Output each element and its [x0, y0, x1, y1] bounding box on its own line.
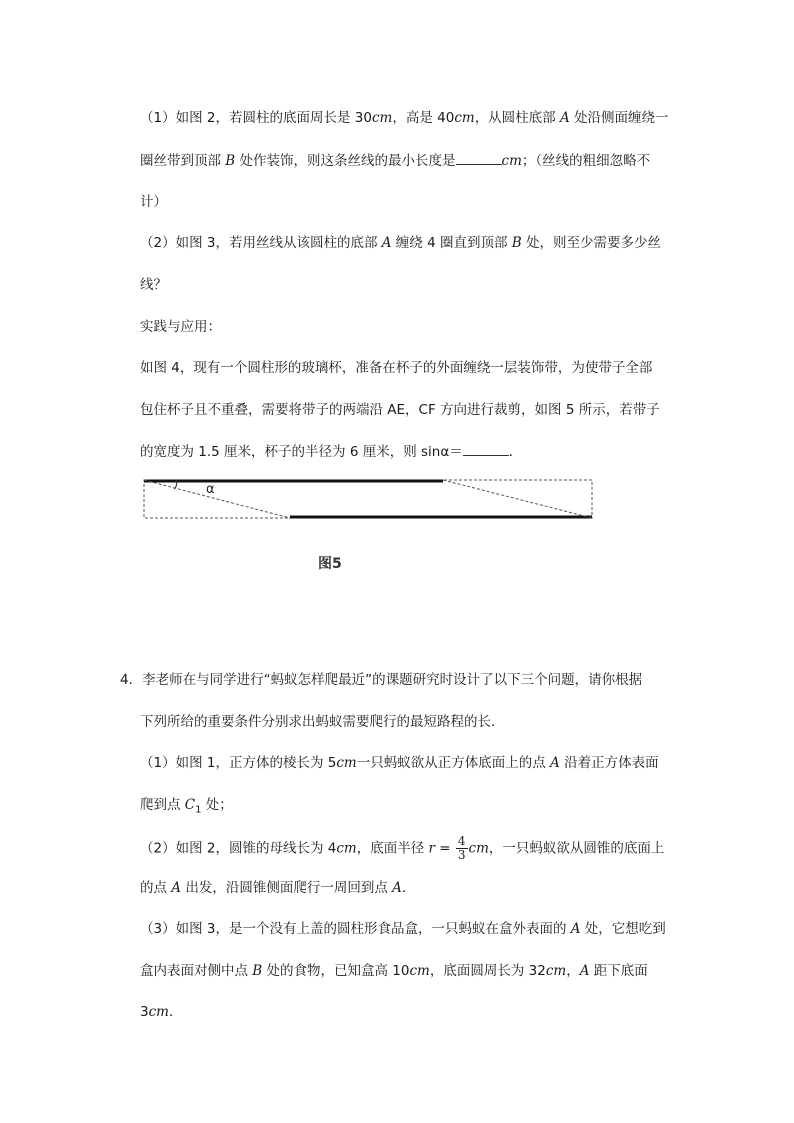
text: ，底面圆周长为 32	[429, 963, 546, 979]
text: （2）如图 2，圆锥的母线长为 4	[140, 840, 337, 857]
q3-part2-line2	[140, 275, 167, 295]
q4-part1-line1	[140, 753, 659, 773]
q3-practice-line2	[140, 400, 660, 420]
text: 出发，沿圆锥侧面爬行一周回到点	[181, 880, 393, 896]
unit: cm	[468, 840, 489, 857]
text: （3）如图 3，是一个没有上盖的圆柱形食品盒，一只蚂蚁在盒外表面的	[140, 921, 571, 937]
text: （1）如图 2，若圆柱的底面周长是 30	[140, 110, 372, 126]
cut-line-right	[443, 480, 592, 518]
text: 计）	[140, 194, 167, 210]
figure-5-caption: 图5	[318, 556, 342, 572]
text: 圈丝带到顶部	[140, 153, 226, 169]
text: ，底面半径	[356, 840, 429, 857]
q4-part3-line1	[140, 919, 666, 939]
unit: cm	[148, 1004, 169, 1020]
unit: cm	[501, 153, 522, 169]
unit: cm	[336, 840, 357, 857]
text: 爬到点	[140, 797, 185, 813]
text: 缠绕 4 圈直到顶部	[391, 235, 512, 251]
text: ．	[508, 444, 523, 460]
text: 包住杯子且不重叠，需要将带子的两端沿 AE，CF 方向进行裁剪，如图 5 所示，若带子	[140, 402, 660, 418]
text: 处，则至少需要多少丝	[521, 235, 661, 251]
q4-part1-line2	[140, 795, 233, 821]
fraction	[456, 835, 468, 862]
variable: A	[579, 963, 590, 979]
q3-part1-line3	[140, 192, 167, 212]
text: 处；	[201, 797, 233, 813]
text: 如图 4，现有一个圆柱形的玻璃杯，准备在杯子的外面缠绕一层装饰带，为使带子全部	[140, 360, 653, 376]
subscript: 1	[195, 804, 202, 816]
text: ；（丝线的粗细忽略不	[521, 153, 651, 169]
figure-5-diagram	[140, 474, 600, 524]
variable: B	[252, 963, 263, 979]
text: 的宽度为 1.5 厘米，杯子的半径为 6 厘米，则 sinα＝	[140, 444, 463, 460]
text: 线？	[140, 277, 167, 293]
q3-part2-line1	[140, 233, 661, 253]
variable: C	[184, 797, 196, 813]
fraction-numerator: 4	[457, 834, 466, 848]
variable: A	[381, 235, 392, 251]
answer-blank	[456, 150, 502, 165]
text: 距下底面	[589, 963, 648, 979]
unit: cm	[454, 110, 475, 126]
q4-part2-line2	[140, 878, 415, 898]
unit: cm	[336, 755, 357, 771]
text: 处的食物，已知盒高 10	[262, 963, 410, 979]
text: =	[435, 840, 455, 857]
q4-part3-line2	[140, 961, 648, 981]
q3-part1-line1	[140, 108, 669, 128]
q4-intro-line1	[120, 670, 642, 690]
text: ，高是 40	[392, 110, 455, 126]
text: 3	[140, 1004, 149, 1020]
text: 下列所给的重要条件分别求出蚂蚁需要爬行的最短路程的长．	[140, 714, 505, 730]
text: 一只蚂蚁欲从正方体底面上的点	[356, 755, 551, 771]
variable: A	[392, 880, 402, 896]
angle-alpha-label: α	[206, 482, 215, 497]
q3-part1-line2	[140, 150, 650, 171]
q4-intro-line2	[140, 712, 505, 732]
text: ．	[401, 880, 416, 896]
text: ，一只蚂蚁欲从圆锥的底面上	[488, 840, 665, 857]
variable: A	[171, 880, 182, 896]
unit: cm	[371, 110, 393, 126]
text: 盒内表面对侧中点	[140, 963, 253, 979]
text: 4．李老师在与同学进行“蚂蚁怎样爬最近”的课题研究时设计了以下三个问题，请你根据	[120, 672, 643, 688]
unit: cm	[409, 963, 430, 979]
text: ，	[566, 963, 580, 979]
q3-practice-line3	[140, 441, 522, 462]
unit: cm	[545, 963, 567, 979]
text: 处作装饰，则这条丝线的最小长度是	[235, 153, 456, 169]
text: ，从圆柱底部	[474, 110, 560, 126]
text: （1）如图 1，正方体的棱长为 5	[140, 755, 337, 771]
answer-blank	[463, 441, 509, 456]
q4-part2-line1	[140, 835, 664, 862]
q4-part3-line3	[140, 1002, 182, 1022]
variable: B	[225, 153, 236, 169]
variable: A	[550, 755, 560, 771]
variable: r	[428, 840, 435, 857]
text: 处沿侧面缠绕一	[569, 110, 669, 126]
practice-heading	[140, 317, 221, 337]
variable: B	[511, 235, 522, 251]
variable: A	[570, 921, 581, 937]
q3-practice-line1	[140, 358, 652, 378]
text: （2）如图 3，若用丝线从该圆柱的底部	[140, 235, 382, 251]
text: 实践与应用：	[140, 319, 221, 335]
text: 的点	[140, 880, 172, 896]
text: 沿着正方体表面	[559, 755, 659, 771]
variable: A	[559, 110, 570, 126]
text: ．	[168, 1004, 183, 1020]
fraction-denominator: 3	[457, 848, 466, 862]
cut-line-left	[144, 480, 290, 518]
text: 处，它想吃到	[580, 921, 666, 937]
